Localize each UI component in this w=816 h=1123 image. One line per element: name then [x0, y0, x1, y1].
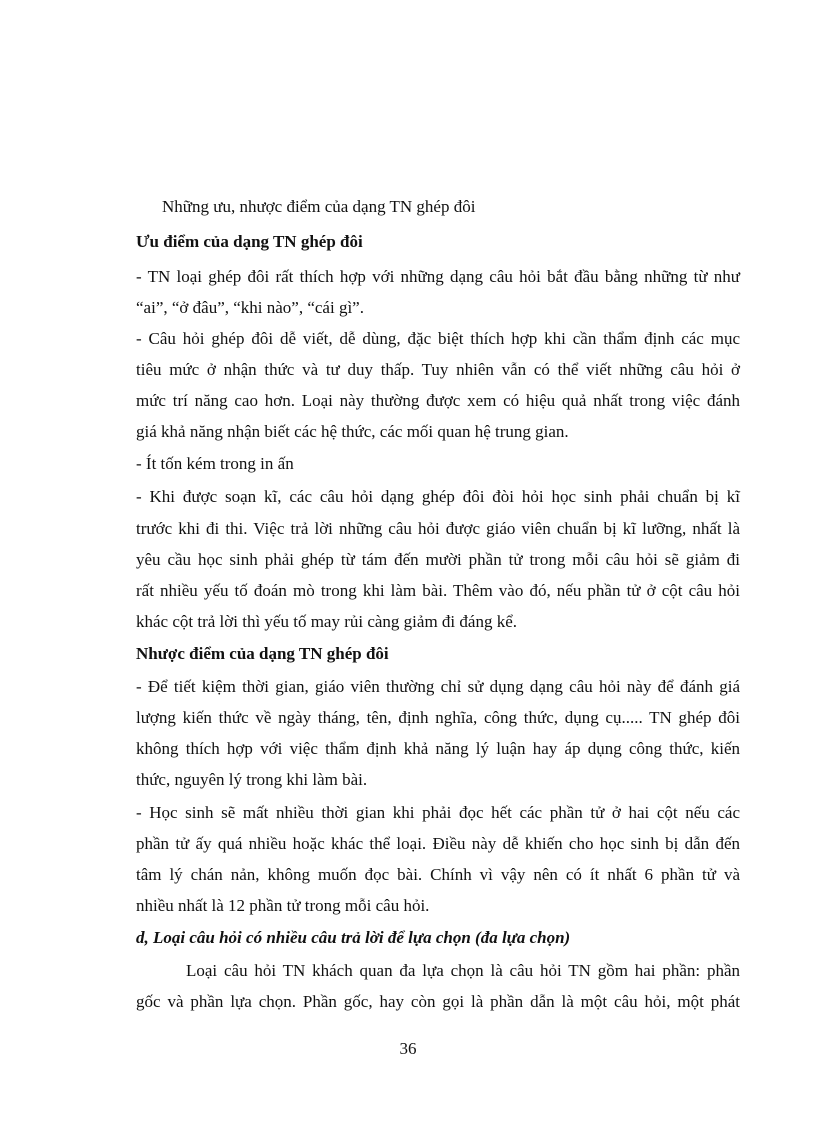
paragraph-line: giá khả năng nhận biết các hệ thức, các mối quan hệ trung gian. [136, 422, 569, 441]
paragraph-line: - Ít tốn kém trong in ấn [136, 454, 294, 473]
paragraph-line: yêu cầu học sinh phải ghép từ tám đến mười phần tử trong mỗi câu hỏi sẽ giảm đi [136, 550, 740, 569]
paragraph-line: thức, nguyên lý trong khi làm bài. [136, 770, 368, 789]
paragraph-line: mức trí năng cao hơn. Loại này thường được xem có hiệu quả nhất trong việc đánh [136, 391, 740, 410]
paragraph-line: gốc và phần lựa chọn. Phần gốc, hay còn gọi là phần dẫn là một câu hỏi, một phát [136, 992, 740, 1011]
paragraph-line: Loại câu hỏi TN khách quan đa lựa chọn là câu hỏi TN gồm hai phần: phần [186, 961, 740, 980]
paragraph-line: - Học sinh sẽ mất nhiều thời gian khi phải đọc hết các phần tử ở hai cột nếu các [136, 803, 740, 822]
disadvantages-heading: Nhược điểm của dạng TN ghép đôi [136, 644, 389, 663]
paragraph-line: không thích hợp với việc thẩm định khả năng lý luận hay áp dụng công thức, kiến [136, 739, 740, 758]
paragraph-line: - TN loại ghép đôi rất thích hợp với những dạng câu hỏi bắt đầu bằng những từ như [136, 267, 740, 286]
paragraph-line: khác cột trả lời thì yếu tố may rủi càng giảm đi đáng kể. [136, 612, 517, 631]
paragraph-line: tâm lý chán nản, không muốn đọc bài. Chính vì vậy nên có ít nhất 6 phần tử và [136, 865, 740, 884]
paragraph-line: “ai”, “ở đâu”, “khi nào”, “cái gì”. [136, 298, 364, 317]
paragraph-line: trước khi đi thi. Việc trả lời những câu hỏi được giáo viên chuẩn bị kĩ lưỡng, nhất là [136, 519, 740, 538]
paragraph-line: rất nhiều yếu tố đoán mò trong khi làm bài. Thêm vào đó, nếu phần tử ở cột câu hỏi [136, 581, 740, 600]
paragraph-line: - Khi được soạn kĩ, các câu hỏi dạng ghép đôi đòi hỏi học sinh phải chuẩn bị kĩ [136, 487, 740, 506]
advantages-heading: Ưu điểm của dạng TN ghép đôi [136, 232, 363, 251]
paragraph-line: - Để tiết kiệm thời gian, giáo viên thường chỉ sử dụng dạng câu hỏi này để đánh giá [136, 677, 740, 696]
paragraph-line: lượng kiến thức về ngày tháng, tên, định nghĩa, công thức, dụng cụ..... TN ghép đôi [136, 708, 740, 727]
page-number: 36 [399, 1039, 417, 1058]
paragraph-line: - Câu hỏi ghép đôi dễ viết, dễ dùng, đặc biệt thích hợp khi cần thẩm định các mục [136, 329, 740, 348]
intro-line: Những ưu, nhược điểm của dạng TN ghép đôi [162, 197, 476, 216]
paragraph-line: nhiều nhất là 12 phần tử trong mỗi câu hỏi. [136, 896, 430, 915]
section-d-heading: d, Loại câu hỏi có nhiều câu trả lời để lựa chọn (đa lựa chọn) [136, 928, 571, 947]
paragraph-line: phần tử ấy quá nhiều hoặc khác thể loại. Điều này dễ khiến cho học sinh bị dẫn đến [136, 834, 740, 853]
paragraph-line: tiêu mức ở nhận thức và tư duy thấp. Tuy nhiên vẫn có thể viết những câu hỏi ở [136, 360, 740, 379]
